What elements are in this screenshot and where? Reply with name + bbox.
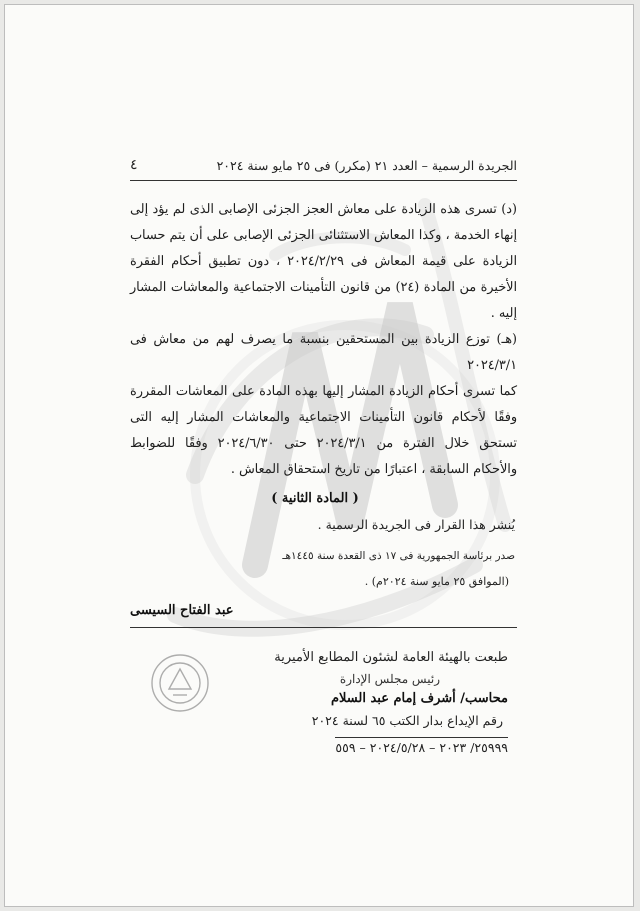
paragraph-d: (د) تسرى هذه الزيادة على معاش العجز الجزئى الإصابى الذى لم يؤد إلى إنهاء الخدمة ، وكذا المعاش الاستثنائى الجزئى الإصابى على أن يتم حساب الزيادة على قيمة المعاش فى ٢٠٢٤/٢/٢٩ ، دون تطبيق أحكام الفقرة الأخيرة من المادة (٢٤) من قانون التأمينات الاجتماعية والمعاشات المشار إليه . [130, 202, 517, 321]
page-header [130, 157, 517, 173]
signature-name: عبد الفتاح السيسى [130, 603, 234, 618]
printed-by: طبعت بالهيئة العامة لشئون المطابع الأميرية [274, 650, 508, 665]
article-two-text: يُنشر هذا القرار فى الجريدة الرسمية . [317, 517, 515, 532]
paragraph-also-applies: كما تسرى أحكام الزيادة المشار إليها بهذه المادة على المعاشات المقررة وفقًا لأحكام قانون التأمينات الاجتماعية والمعاشات المشار إليه التى تستحق خلال الفترة من ٢٠٢٤/٣/١ حتى ٢٠٢٤/٦/٣٠ وفقًا للضوابط والأحكام السابقة ، اعتبارًا من تاريخ استحقاق المعاش . [130, 384, 517, 477]
footer-rule [130, 627, 517, 628]
document-body [130, 197, 517, 483]
header-rule [130, 180, 517, 181]
document-page [4, 4, 634, 907]
press-seal-icon [145, 645, 215, 725]
page-number: ٤ [130, 157, 138, 173]
deposit-number: رقم الإيداع بدار الكتب ٦٥ لسنة ٢٠٢٤ [311, 713, 503, 728]
chairman-title: رئيس مجلس الإدارة [339, 672, 440, 686]
corresponding-date: (الموافق ٢٥ مايو سنة ٢٠٢٤م) . [364, 575, 509, 588]
issued-line: صدر برئاسة الجمهورية فى ١٧ ذى القعدة سنة ١٤٤٥هـ [282, 550, 515, 562]
chairman-name: محاسب/ أشرف إمام عبد السلام [330, 691, 508, 706]
paragraph-h: (هـ) توزع الزيادة بين المستحقين بنسبة ما يصرف لهم من معاش فى ٢٠٢٤/٣/١ [130, 332, 517, 373]
print-serial: ٢٥٩٩٩/ ٢٠٢٣ – ٢٠٢٤/٥/٢٨ – ٥٥٩ [335, 737, 508, 755]
gazette-header-title: الجريدة الرسمية – العدد ٢١ (مكرر) فى ٢٥ مايو سنة ٢٠٢٤ [216, 157, 517, 173]
article-two-title: ( المادة الثانية ) [271, 491, 359, 506]
